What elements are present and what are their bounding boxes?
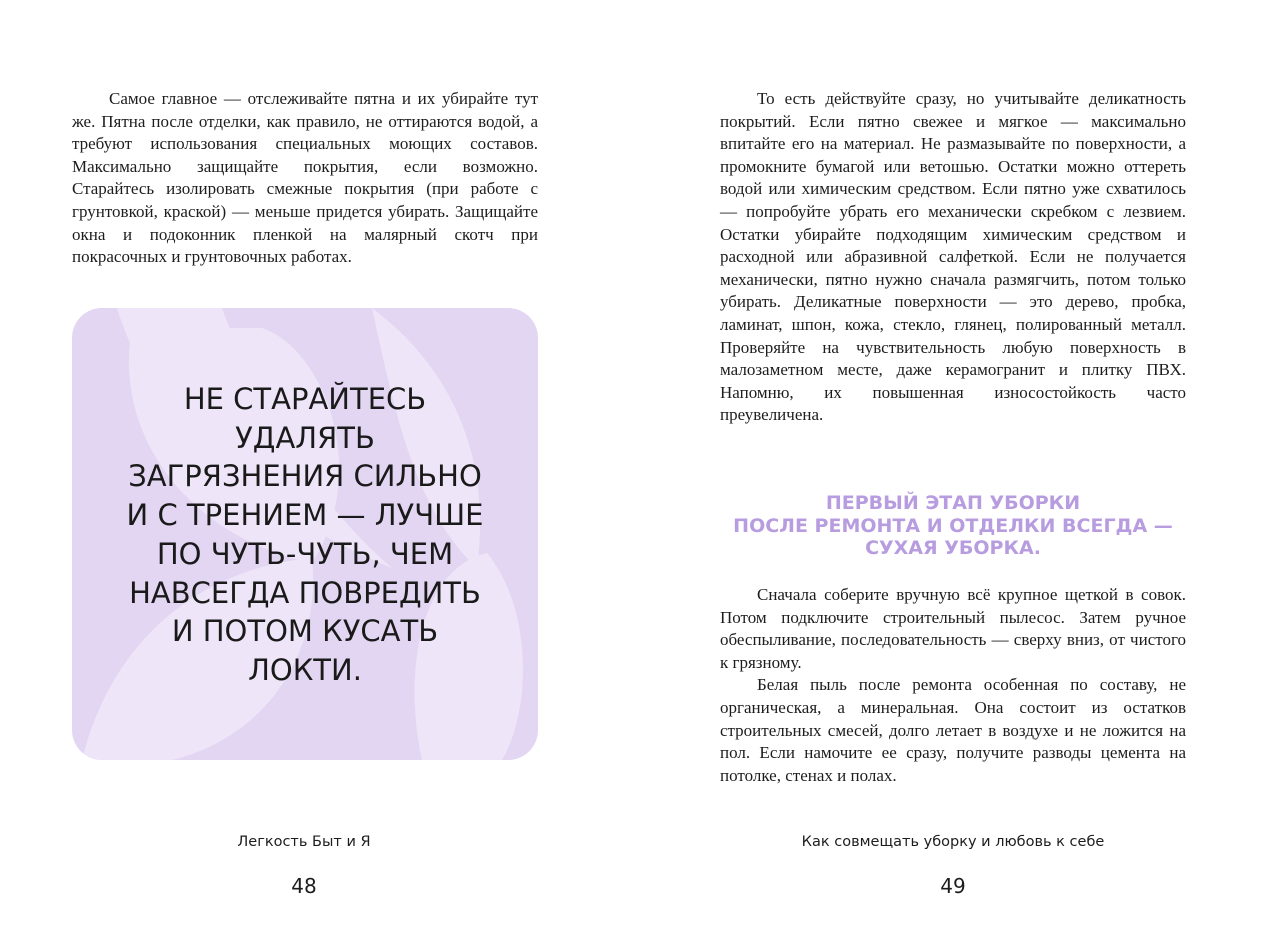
quote-box xyxy=(72,308,538,760)
paragraph: Сначала соберите вручную всё крупное щеткой в совок. Потом подключите строительный пылесос. Затем ручное обеспыливание, последовательность — сверху вниз, от чистого к грязному. xyxy=(720,585,1186,672)
quote-text xyxy=(102,380,508,690)
quote-line: НЕ СТАРАЙТЕСЬ xyxy=(183,382,427,416)
page-number: 49 xyxy=(940,874,966,898)
heading-line: СУХАЯ УБОРКА. xyxy=(865,537,1041,559)
paragraph: Самое главное — отслеживайте пятна и их убирайте тут же. Пятна после отделки, как правило, не оттираются водой, а требуют использования специальных моющих составов. Максимально защищайте покрытия, если возможно. Старайтесь изолировать смежные покрытия (при работе с грунтовкой, краской) — меньше придется убирать. Защищайте окна и подоконник пленкой на малярный скотч при покрасочных и грунтовочных работах. xyxy=(72,89,538,267)
quote-line: ЛОКТИ. xyxy=(248,652,362,687)
heading-line: ПОСЛЕ РЕМОНТА И ОТДЕЛКИ ВСЕГДА — xyxy=(733,514,1173,537)
left-body-text xyxy=(72,88,538,269)
quote-line: НАВСЕГДА ПОВРЕДИТЬ xyxy=(129,575,481,610)
right-body-text-top xyxy=(720,88,1186,427)
running-footer-title: Легкость Быт и Я xyxy=(237,834,371,850)
quote-line: И С ТРЕНИЕМ — ЛУЧШЕ xyxy=(126,498,484,533)
running-footer-title: Как совмещать уборку и любовь к себе xyxy=(801,834,1105,850)
quote-line: УДАЛЯТЬ xyxy=(235,420,375,455)
heading-line: ПЕРВЫЙ ЭТАП УБОРКИ xyxy=(825,492,1081,514)
page-number: 48 xyxy=(291,874,317,898)
right-page xyxy=(631,0,1261,943)
right-body-text-bottom xyxy=(720,584,1186,787)
left-page xyxy=(0,0,630,943)
paragraph: То есть действуйте сразу, но учитывайте деликатность покрытий. Если пятно свежее и мягкое — максимально впитайте его на материал. Не размазывайте по поверхности, а промокните бумагой или ветошью. Остатки можно оттереть водой или химическим средством. Если пятно уже схватилось — попробуйте убрать его механически скребком с лезвием. Остатки убирайте подходящим химическим средством и расходной или абразивной салфеткой. Если не получается механически, пятно нужно сначала размягчить, потом только убирать. Деликатные поверхности — это дерево, пробка, ламинат, шпон, кожа, стекло, глянец, полированный металл. Проверяйте на чувствительность любую поверхность в малозаметном месте, даже керамогранит и плитку ПВХ. Напомню, их повышенная износостойкость часто преувеличена. xyxy=(720,89,1186,425)
quote-line: ПО ЧУТЬ-ЧУТЬ, ЧЕМ xyxy=(156,536,454,571)
paragraph: Белая пыль после ремонта особенная по составу, не органическая, а минеральная. Она состоит из остатков строительных смесей, долго летает в воздухе и не ложится на пол. Если намочите ее сразу, получите разводы цемента на потолке, стенах и полах. xyxy=(720,675,1186,785)
section-heading xyxy=(720,492,1186,560)
quote-line: ЗАГРЯЗНЕНИЯ СИЛЬНО xyxy=(128,459,482,494)
quote-line: И ПОТОМ КУСАТЬ xyxy=(171,614,439,649)
